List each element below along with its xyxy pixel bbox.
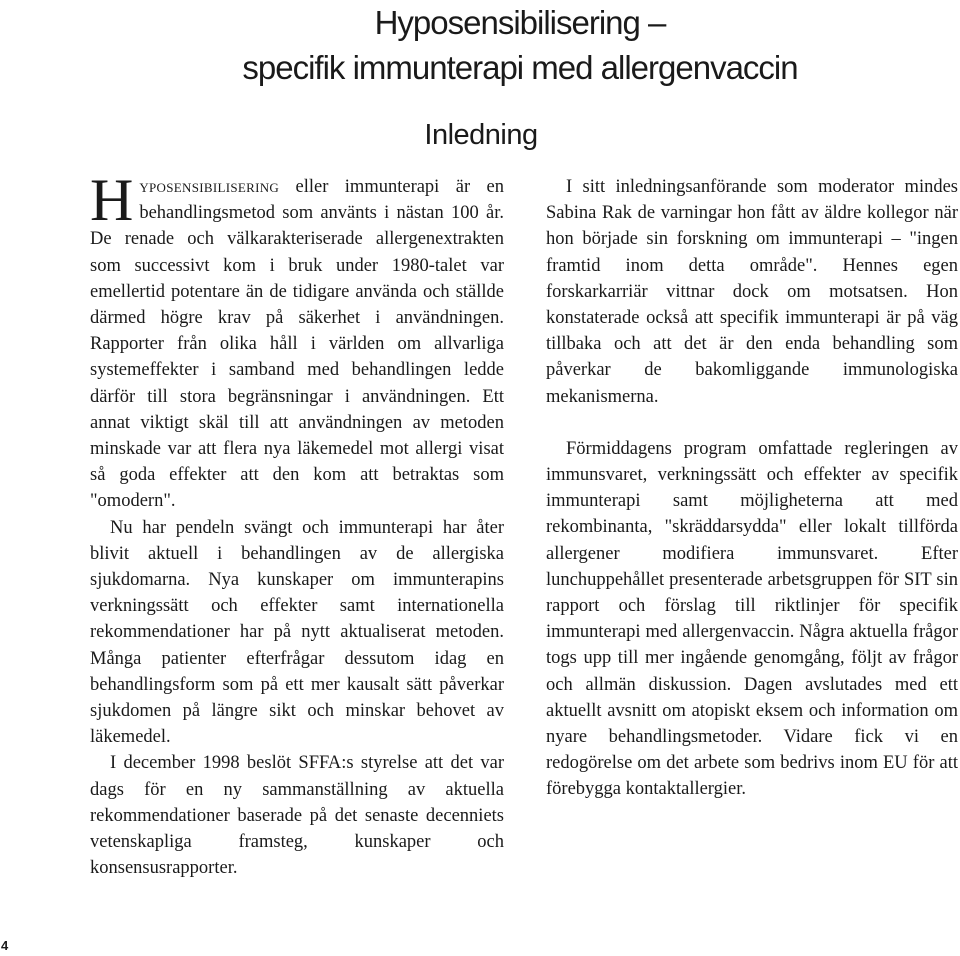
document-title xyxy=(140,0,900,90)
smallcaps-lead: yposensibilisering xyxy=(139,177,280,197)
title-line-1: Hyposensibilisering – xyxy=(374,4,666,41)
dropcap: H xyxy=(90,167,134,233)
paragraph-intro xyxy=(90,167,504,515)
left-column xyxy=(90,167,504,881)
right-column xyxy=(546,174,958,803)
paragraph-intro-text: eller immunterapi är en behandlingsmetod som använts i nästan 100 år. De renade och välkarakteriserade allergenextrakten som successivt kom i bruk under 1980-talet var emellertid potentare än de tidigare använda och ställde därmed högre krav på säkerhet i användningen. Rapporter från olika håll i världen om allvarliga systemeffekter i samband med behandlingen ledde därför till stora begränsningar i användningen. Ett annat viktigt skäl till att användningen av metoden minskade var att flera nya läkemedel mot allergi visat så goda effekter att den kom att betraktas som "omodern". xyxy=(90,177,504,512)
paragraph-pendulum: Nu har pendeln svängt och immunterapi har åter blivit aktuell i behandlingen av de allergiska sjukdomarna. Nya kunskaper om immunterapins verkningssätt och effekter samt internationella rekommendationer har på nytt aktualiserat metoden. Många patienter efterfrågar dessutom idag en behandlingsform som på ett mer kausalt sätt påverkar sjukdomen på längre sikt och minskar behovet av läkemedel. xyxy=(90,517,504,748)
paragraph-moderator: I sitt inledningsanförande som moderator mindes Sabina Rak de varningar hon fått av äldre kollegor när hon började sin forskning om immunterapi – "ingen framtid inom detta område". Hennes egen forskarkarriär vittnar dock om motsatsen. Hon konstaterade också att specifik immunterapi är på väg tillbaka och att det är den enda behandling som påverkar de bakomliggande immunologiska mekanismerna. xyxy=(546,177,958,407)
title-line-2: specifik immunterapi med allergenvaccin xyxy=(242,49,798,86)
paragraph-program: Förmiddagens program omfattade regleringen av immunsvaret, verkningssätt och effekter av specifik immunterapi samt möjligheterna att med rekombinanta, "skräddarsydda" eller lokalt tillförda allergener modifiera immunsvaret. Efter lunchuppehållet presenterade arbetsgruppen för SIT sin rapport och förslag till riktlinjer för specifik immunterapi med allergenvaccin. Några aktuella frågor togs upp till mer ingående genomgång, följt av frågor och allmän diskussion. Dagen avslutades med ett aktuellt avsnitt om atopiskt eksem och information om nyare behandlingsmetoder. Vidare fick vi en redogörelse om det arbete som bedrivs inom EU för att förebygga kontaktallergier. xyxy=(546,438,958,800)
page-number: 4 xyxy=(1,938,9,953)
paragraph-december: I december 1998 beslöt SFFA:s styrelse att det var dags för en ny sammanställning av aktuella rekommendationer baserade på det senaste decenniets vetenskapliga framsteg, kunskaper och konsensusrapporter. xyxy=(90,753,504,879)
section-heading: Inledning xyxy=(424,119,538,151)
